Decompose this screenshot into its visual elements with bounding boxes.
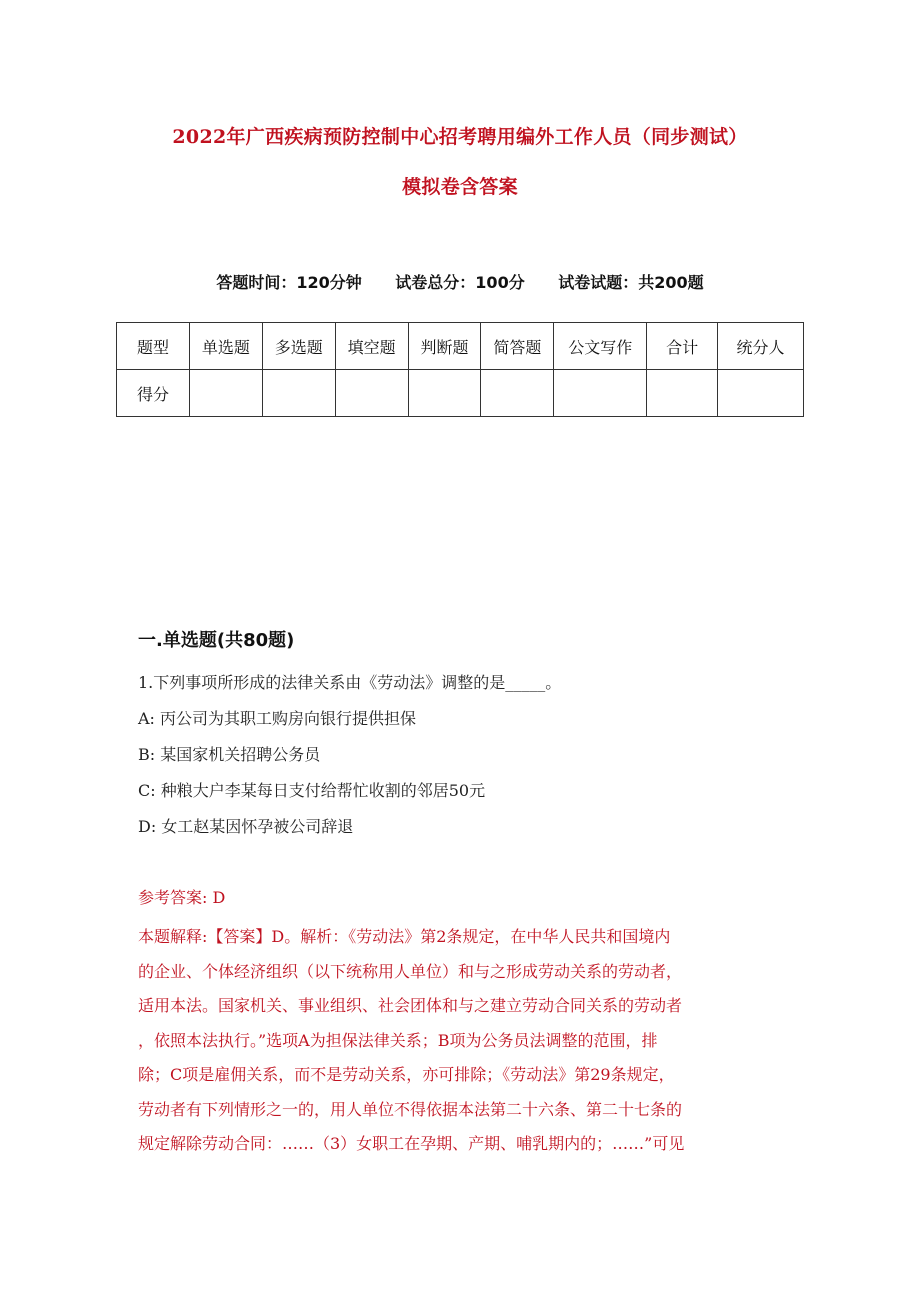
option-c: C: 种粮大户李某每日支付给帮忙收割的邻居50元 — [138, 781, 486, 800]
answer-explanation — [138, 920, 788, 1162]
explanation-line: 适用本法。国家机关、事业组织、社会团体和与之建立劳动合同关系的劳动者 — [138, 996, 683, 1015]
score-table-header-row — [117, 323, 804, 370]
option-d: D: 女工赵某因怀孕被公司辞退 — [138, 817, 354, 836]
score-table-header: 简答题 — [481, 323, 554, 370]
explanation-line: ，依照本法执行。”选项A为担保法律关系；B项为公务员法调整的范围，排 — [138, 1030, 658, 1050]
score-cell — [189, 370, 262, 417]
score-cell — [408, 370, 481, 417]
explanation-line: 本题解释:【答案】D。解析：《劳动法》第2条规定，在中华人民共和国境内 — [138, 927, 671, 946]
score-table-header: 单选题 — [189, 323, 262, 370]
explanation-line: 除；C项是雇佣关系，而不是劳动关系，亦可排除；《劳动法》第29条规定， — [138, 1065, 675, 1084]
section-title: 一.单选题(共80题) — [138, 630, 295, 651]
score-cell — [647, 370, 718, 417]
option-a: A: 丙公司为其职工购房向银行提供担保 — [138, 709, 417, 728]
score-cell — [481, 370, 554, 417]
score-cell — [718, 370, 804, 417]
score-table-header: 多选题 — [262, 323, 335, 370]
exam-total-score: 试卷总分：100分 — [395, 273, 525, 292]
score-table-header: 合计 — [647, 323, 718, 370]
explanation-line: 规定解除劳动合同：……（3）女职工在孕期、产期、哺乳期内的；……”可见 — [138, 1134, 685, 1153]
exam-time: 答题时间：120分钟 — [216, 273, 362, 292]
score-table-header: 统分人 — [718, 323, 804, 370]
score-table-score-row — [117, 370, 804, 417]
score-table-header: 填空题 — [335, 323, 408, 370]
score-table-header: 公文写作 — [554, 323, 647, 370]
document-title-line-2: 模拟卷含答案 — [402, 176, 518, 198]
explanation-line: 劳动者有下列情形之一的，用人单位不得依据本法第二十六条、第二十七条的 — [138, 1099, 683, 1119]
exam-info — [0, 270, 920, 293]
score-cell — [335, 370, 408, 417]
score-cell — [262, 370, 335, 417]
score-table-header: 题型 — [117, 323, 190, 370]
exam-question-count: 试卷试题：共200题 — [558, 273, 704, 292]
explanation-line: 的企业、个体经济组织（以下统称用人单位）和与之形成劳动关系的劳动者， — [138, 961, 683, 981]
question-stem: 1.下列事项所形成的法律关系由《劳动法》调整的是_____。 — [138, 673, 562, 692]
score-table-header: 判断题 — [408, 323, 481, 370]
score-row-label: 得分 — [117, 370, 190, 417]
option-b: B: 某国家机关招聘公务员 — [138, 745, 321, 764]
score-table — [116, 322, 804, 417]
reference-answer: 参考答案: D — [138, 888, 226, 907]
document-title-line-1: 2022年广西疾病预防控制中心招考聘用编外工作人员（同步测试） — [172, 126, 748, 148]
score-cell — [554, 370, 647, 417]
